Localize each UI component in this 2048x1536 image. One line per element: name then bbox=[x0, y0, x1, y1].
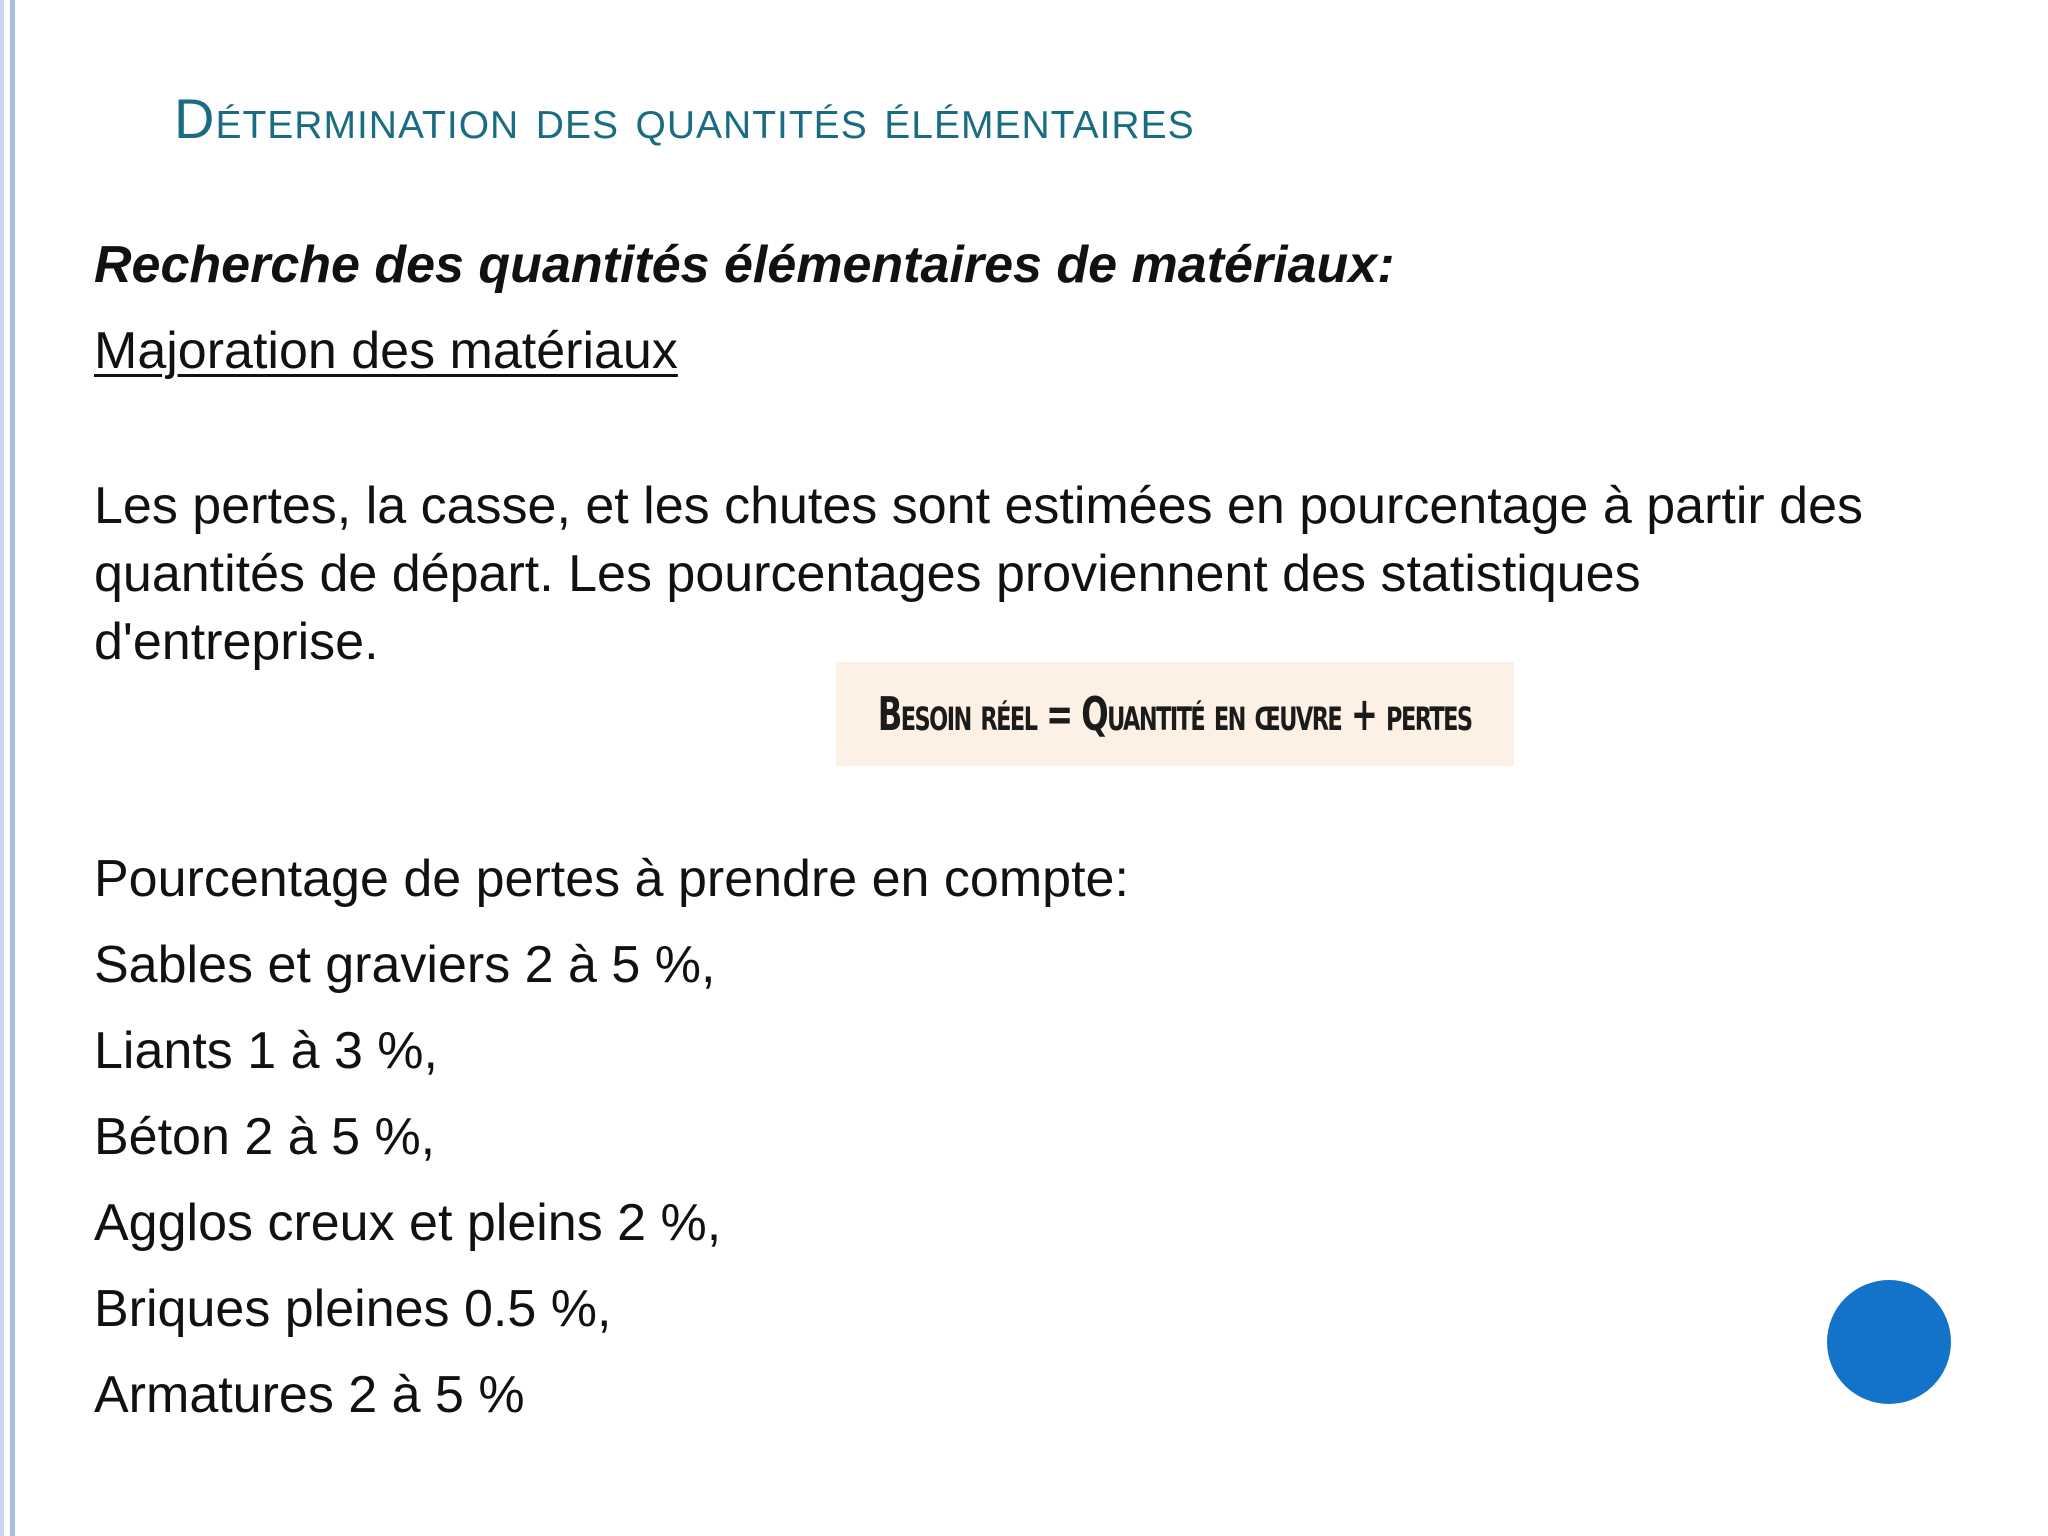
list-intro: Pourcentage de pertes à prendre en compte: bbox=[94, 850, 1129, 908]
subtitle: Recherche des quantités élémentaires de matériaux: bbox=[94, 236, 1395, 294]
list-item: Béton 2 à 5 %, bbox=[94, 1108, 436, 1166]
left-border-line-inner bbox=[10, 0, 15, 1536]
list-item: Liants 1 à 3 %, bbox=[94, 1022, 438, 1080]
decorative-circle bbox=[1827, 1280, 1951, 1404]
left-border-line bbox=[0, 0, 4, 1536]
right-decorative-stripes bbox=[1955, 0, 2048, 1536]
list-item: Sables et graviers 2 à 5 %, bbox=[94, 936, 716, 994]
formula-text: Besoin réel = Quantité en œuvre + pertes bbox=[878, 687, 1472, 741]
intro-paragraph: Les pertes, la casse, et les chutes sont estimées en pourcentage à partir des quantités de départ. Les pourcentages proviennent des statistiques d'entreprise. bbox=[94, 477, 1863, 671]
list-item: Briques pleines 0.5 %, bbox=[94, 1280, 612, 1338]
list-item: Agglos creux et pleins 2 %, bbox=[94, 1194, 722, 1252]
slide-title: Détermination des quantités élémentaires bbox=[174, 87, 1195, 150]
formula-box bbox=[836, 662, 1514, 766]
list-item: Armatures 2 à 5 % bbox=[94, 1366, 525, 1424]
section-heading: Majoration des matériaux bbox=[94, 322, 678, 380]
